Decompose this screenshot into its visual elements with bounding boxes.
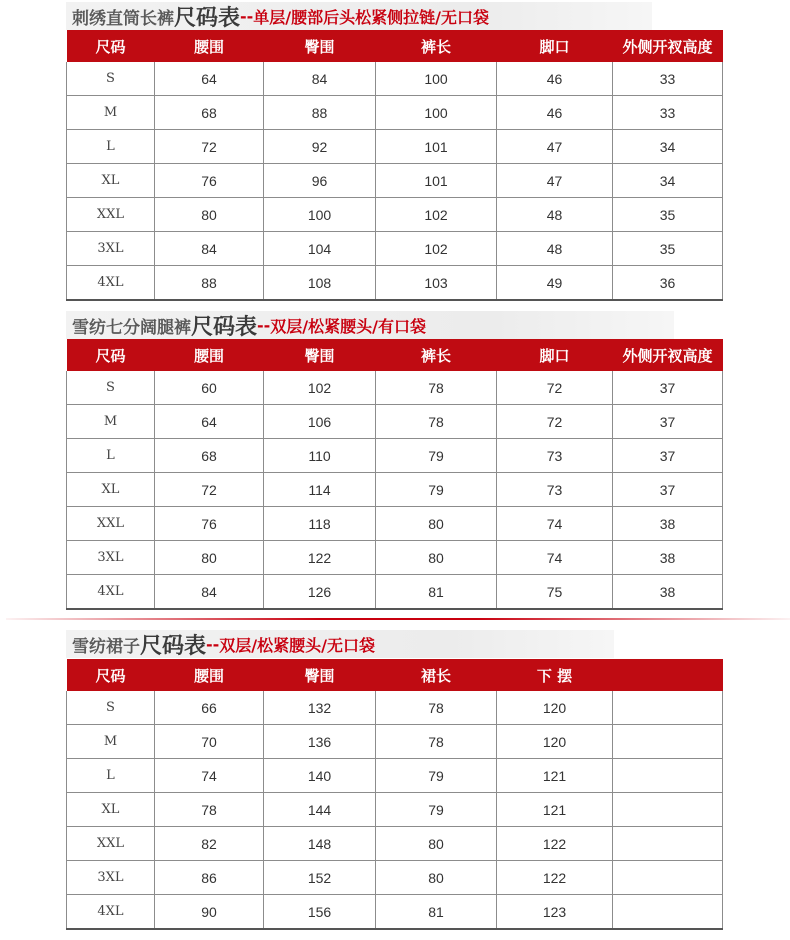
cell-hip: 122 — [264, 541, 376, 575]
table-2-title-note: 双层/松紧腰头/有口袋 — [270, 316, 426, 336]
column-header-waist: 腰围 — [155, 659, 264, 691]
cell-hem: 74 — [497, 541, 613, 575]
cell-hip: 110 — [264, 439, 376, 473]
cell-size: 4XL — [67, 575, 155, 610]
cell-slit-height: 38 — [613, 541, 723, 575]
cell-slit-height — [613, 725, 723, 759]
cell-length: 81 — [376, 895, 497, 930]
cell-length: 103 — [376, 266, 497, 301]
cell-slit-height — [613, 793, 723, 827]
cell-waist: 78 — [155, 793, 264, 827]
table-row — [67, 541, 723, 575]
cell-slit-height: 38 — [613, 507, 723, 541]
cell-hip: 152 — [264, 861, 376, 895]
cell-hip: 108 — [264, 266, 376, 301]
table-3-header — [67, 659, 723, 691]
table-row — [67, 507, 723, 541]
table-row — [67, 759, 723, 793]
cell-hip: 156 — [264, 895, 376, 930]
cell-length: 80 — [376, 541, 497, 575]
cell-size: L — [67, 759, 155, 793]
cell-hip: 114 — [264, 473, 376, 507]
cell-hem: 72 — [497, 405, 613, 439]
cell-waist: 64 — [155, 62, 264, 96]
cell-length: 79 — [376, 473, 497, 507]
cell-slit-height: 37 — [613, 439, 723, 473]
cell-length: 80 — [376, 861, 497, 895]
cell-slit-height: 37 — [613, 371, 723, 405]
cell-hem: 49 — [497, 266, 613, 301]
cell-size: XXL — [67, 827, 155, 861]
table-row — [67, 691, 723, 725]
cell-length: 102 — [376, 232, 497, 266]
cell-waist: 72 — [155, 130, 264, 164]
table-3-title-note: 双层/松紧腰头/无口袋 — [219, 635, 375, 655]
cell-slit-height — [613, 827, 723, 861]
cell-size: 3XL — [67, 861, 155, 895]
cell-size: XL — [67, 473, 155, 507]
table-row — [67, 62, 723, 96]
cell-hip: 92 — [264, 130, 376, 164]
cell-hip: 118 — [264, 507, 376, 541]
cell-slit-height: 35 — [613, 232, 723, 266]
table-2-body — [67, 371, 723, 609]
table-1-title-big: 尺码表 — [174, 5, 241, 30]
table-row — [67, 725, 723, 759]
cell-waist: 68 — [155, 439, 264, 473]
cell-size: 3XL — [67, 232, 155, 266]
cell-length: 100 — [376, 96, 497, 130]
table-1-body — [67, 62, 723, 300]
cell-hip: 148 — [264, 827, 376, 861]
cell-length: 78 — [376, 405, 497, 439]
cell-hip: 144 — [264, 793, 376, 827]
column-header-hip: 臀围 — [264, 339, 376, 371]
table-row — [67, 827, 723, 861]
table-3-title-dash: -- — [206, 634, 220, 654]
cell-waist: 60 — [155, 371, 264, 405]
cell-hip: 84 — [264, 62, 376, 96]
cell-size: S — [67, 62, 155, 96]
cell-hem: 47 — [497, 130, 613, 164]
cell-length: 78 — [376, 371, 497, 405]
cell-waist: 70 — [155, 725, 264, 759]
cell-hem: 121 — [497, 793, 613, 827]
column-header-length: 裤长 — [376, 339, 497, 371]
cell-hip: 102 — [264, 371, 376, 405]
cell-slit-height: 35 — [613, 198, 723, 232]
table-row — [67, 232, 723, 266]
cell-slit-height: 37 — [613, 473, 723, 507]
cell-length: 79 — [376, 439, 497, 473]
cell-size: M — [67, 405, 155, 439]
cell-slit-height — [613, 861, 723, 895]
cell-length: 80 — [376, 507, 497, 541]
cell-hem: 48 — [497, 232, 613, 266]
table-3-title-main: 雪纺裙子 — [72, 636, 140, 657]
table-2-title-big: 尺码表 — [191, 314, 258, 339]
table-1-title-main: 刺绣直筒长裤 — [72, 8, 174, 29]
table-row — [67, 861, 723, 895]
column-header-hem: 脚口 — [497, 30, 613, 62]
cell-slit-height: 37 — [613, 405, 723, 439]
cell-size: S — [67, 371, 155, 405]
cell-slit-height: 34 — [613, 164, 723, 198]
cell-hem: 123 — [497, 895, 613, 930]
table-row — [67, 405, 723, 439]
header-row — [67, 659, 723, 691]
column-header-size: 尺码 — [67, 30, 155, 62]
cell-size: M — [67, 725, 155, 759]
cell-length: 102 — [376, 198, 497, 232]
table-3-title — [66, 630, 614, 658]
table-1-header — [67, 30, 723, 62]
cell-slit-height — [613, 759, 723, 793]
table-row — [67, 130, 723, 164]
column-header-hem: 下 摆 — [497, 659, 613, 691]
cell-slit-height: 36 — [613, 266, 723, 301]
size-table-chiffon-skirt — [66, 659, 723, 930]
cell-hem: 120 — [497, 691, 613, 725]
table-2-title-dash: -- — [257, 315, 271, 335]
column-header-size: 尺码 — [67, 339, 155, 371]
cell-hip: 96 — [264, 164, 376, 198]
cell-slit-height: 33 — [613, 96, 723, 130]
cell-length: 79 — [376, 759, 497, 793]
cell-hem: 46 — [497, 96, 613, 130]
cell-size: 4XL — [67, 266, 155, 301]
cell-size: 4XL — [67, 895, 155, 930]
cell-length: 101 — [376, 130, 497, 164]
cell-size: M — [67, 96, 155, 130]
table-1-title-note: 单层/腰部后头松紧侧拉链/无口袋 — [253, 7, 489, 27]
column-header-waist: 腰围 — [155, 339, 264, 371]
cell-length: 78 — [376, 691, 497, 725]
cell-hip: 104 — [264, 232, 376, 266]
cell-hem: 48 — [497, 198, 613, 232]
column-header-hip: 臀围 — [264, 30, 376, 62]
size-table-wide-leg-pants — [66, 339, 723, 610]
cell-hip: 132 — [264, 691, 376, 725]
column-header-slit-height — [613, 659, 723, 691]
table-1-title — [66, 2, 652, 30]
cell-slit-height: 38 — [613, 575, 723, 610]
table-row — [67, 439, 723, 473]
cell-hem: 75 — [497, 575, 613, 610]
column-header-length: 裤长 — [376, 30, 497, 62]
cell-waist: 74 — [155, 759, 264, 793]
table-2-title-main: 雪纺七分阔腿裤 — [72, 317, 191, 338]
table-row — [67, 895, 723, 930]
cell-waist: 86 — [155, 861, 264, 895]
cell-waist: 88 — [155, 266, 264, 301]
cell-hem: 73 — [497, 473, 613, 507]
table-row — [67, 793, 723, 827]
cell-hip: 126 — [264, 575, 376, 610]
cell-waist: 66 — [155, 691, 264, 725]
cell-waist: 72 — [155, 473, 264, 507]
cell-slit-height: 34 — [613, 130, 723, 164]
cell-size: 3XL — [67, 541, 155, 575]
cell-size: XL — [67, 793, 155, 827]
header-row — [67, 339, 723, 371]
cell-hem: 72 — [497, 371, 613, 405]
cell-hip: 136 — [264, 725, 376, 759]
cell-waist: 82 — [155, 827, 264, 861]
cell-length: 81 — [376, 575, 497, 610]
cell-hem: 121 — [497, 759, 613, 793]
cell-hip: 140 — [264, 759, 376, 793]
table-row — [67, 198, 723, 232]
table-row — [67, 473, 723, 507]
cell-waist: 76 — [155, 164, 264, 198]
cell-waist: 64 — [155, 405, 264, 439]
cell-hem: 74 — [497, 507, 613, 541]
cell-size: L — [67, 439, 155, 473]
column-header-length: 裙长 — [376, 659, 497, 691]
table-1-title-dash: -- — [240, 6, 254, 26]
section-divider — [6, 618, 790, 620]
cell-waist: 80 — [155, 541, 264, 575]
cell-waist: 84 — [155, 575, 264, 610]
column-header-slit-height: 外侧开衩高度 — [613, 339, 723, 371]
column-header-waist: 腰围 — [155, 30, 264, 62]
table-2-title — [66, 311, 674, 339]
cell-length: 80 — [376, 827, 497, 861]
cell-hip: 88 — [264, 96, 376, 130]
cell-waist: 90 — [155, 895, 264, 930]
table-row — [67, 371, 723, 405]
table-row — [67, 266, 723, 301]
column-header-hem: 脚口 — [497, 339, 613, 371]
cell-waist: 80 — [155, 198, 264, 232]
cell-hem: 122 — [497, 861, 613, 895]
cell-hem: 46 — [497, 62, 613, 96]
cell-hem: 120 — [497, 725, 613, 759]
size-table-straight-pants — [66, 30, 723, 301]
cell-size: XL — [67, 164, 155, 198]
cell-size: XXL — [67, 507, 155, 541]
table-row — [67, 575, 723, 610]
cell-hem: 122 — [497, 827, 613, 861]
cell-waist: 68 — [155, 96, 264, 130]
cell-slit-height — [613, 691, 723, 725]
cell-size: XXL — [67, 198, 155, 232]
cell-hem: 73 — [497, 439, 613, 473]
table-row — [67, 96, 723, 130]
table-3-body — [67, 691, 723, 929]
cell-slit-height: 33 — [613, 62, 723, 96]
table-row — [67, 164, 723, 198]
cell-length: 79 — [376, 793, 497, 827]
cell-length: 101 — [376, 164, 497, 198]
cell-size: L — [67, 130, 155, 164]
table-3-title-big: 尺码表 — [140, 633, 207, 658]
cell-slit-height — [613, 895, 723, 930]
cell-length: 100 — [376, 62, 497, 96]
cell-hip: 106 — [264, 405, 376, 439]
table-2-header — [67, 339, 723, 371]
cell-waist: 84 — [155, 232, 264, 266]
cell-waist: 76 — [155, 507, 264, 541]
column-header-size: 尺码 — [67, 659, 155, 691]
cell-size: S — [67, 691, 155, 725]
cell-hip: 100 — [264, 198, 376, 232]
header-row — [67, 30, 723, 62]
cell-length: 78 — [376, 725, 497, 759]
column-header-slit-height: 外侧开衩高度 — [613, 30, 723, 62]
column-header-hip: 臀围 — [264, 659, 376, 691]
cell-hem: 47 — [497, 164, 613, 198]
